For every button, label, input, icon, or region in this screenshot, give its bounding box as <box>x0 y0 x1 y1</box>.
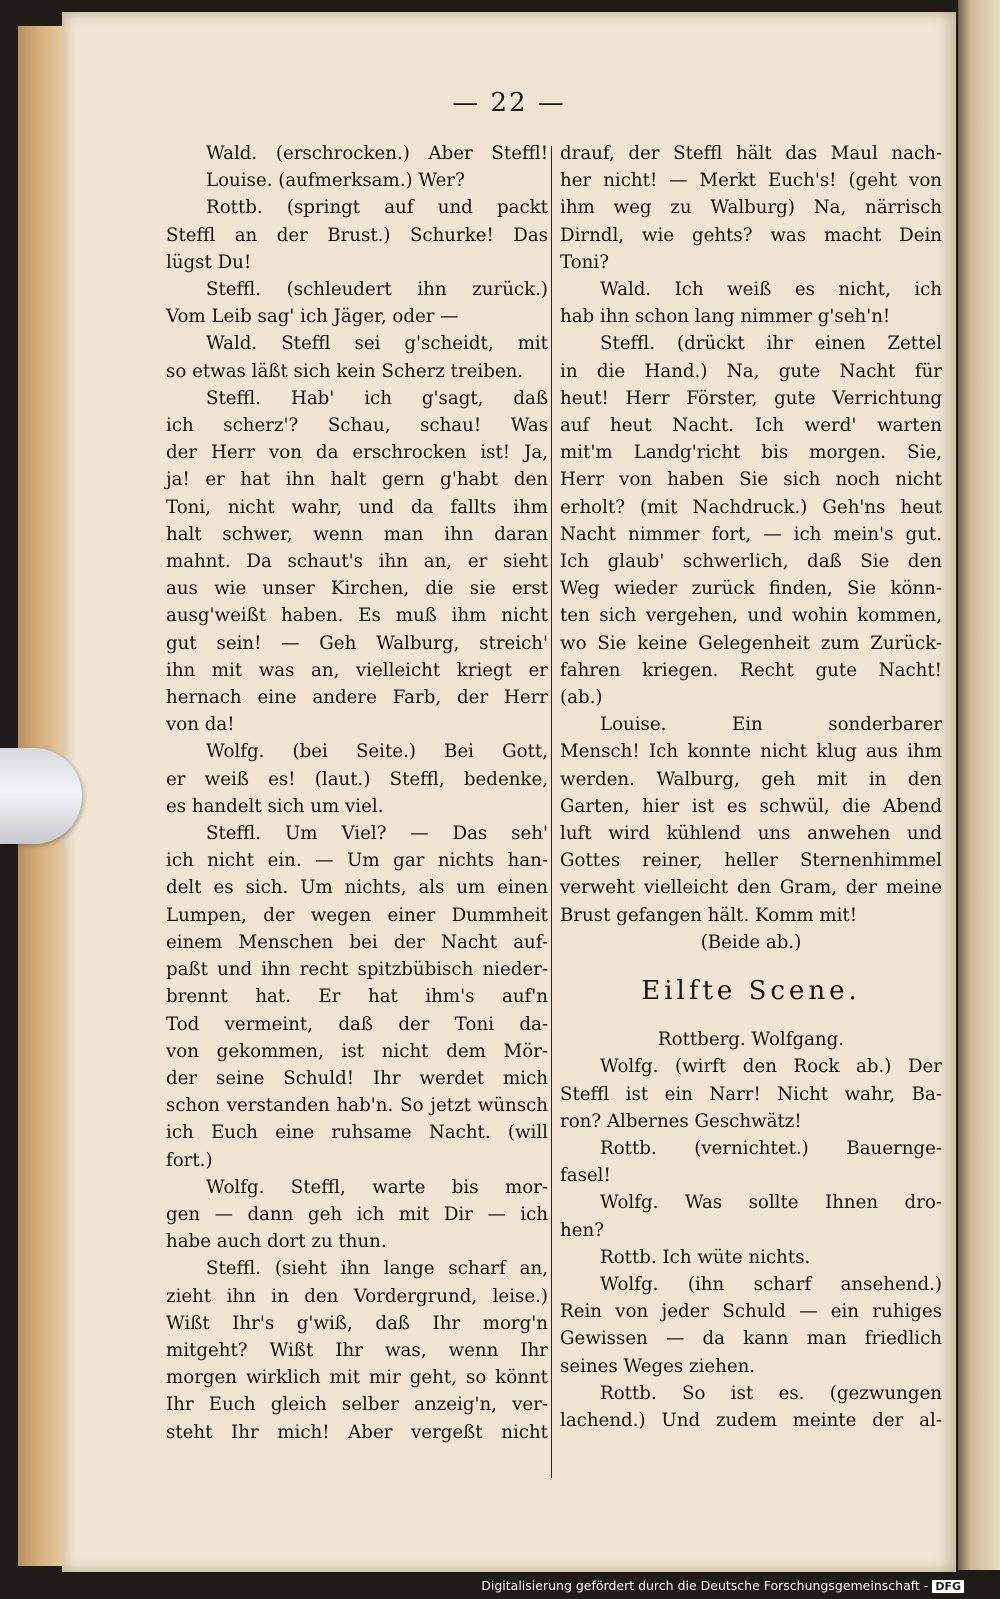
text-line: Steffl. Um Viel? — Das seh' <box>206 823 548 845</box>
text-line: Brust gefangen hält. Komm mit! <box>560 904 858 926</box>
text-line: Rottb. Ich wüte nichts. <box>600 1246 811 1268</box>
text-line: einem Menschen bei der Nacht auf- <box>166 931 548 953</box>
text-line: Steffl. Hab' ich g'sagt, daß <box>206 387 548 409</box>
scene-characters: Rottberg. Wolfgang. <box>657 1029 845 1051</box>
text-line: Herr von haben Sie sich noch nicht <box>560 469 942 491</box>
text-line: luft wird kühlend uns anwehen und <box>560 823 942 845</box>
text-line: mahnt. Da schaut's ihn an, er sieht <box>166 551 548 573</box>
text-line: drauf, der Steffl hält das Maul nach- <box>560 143 942 164</box>
text-line: Rottb. (springt auf und packt <box>206 197 548 219</box>
text-line: gen — dann geh ich mit Dir — ich <box>166 1203 548 1225</box>
text-line: Gottes reiner, heller Sternenhimmel <box>560 850 942 872</box>
text-line: er weiß es! (laut.) Steffl, bedenke, <box>166 768 548 790</box>
text-line: Garten, hier ist es schwül, die Abend <box>560 795 942 817</box>
text-line: Weg wieder zurück finden, Sie könn- <box>560 578 942 600</box>
text-line: Wald. Steffl sei g'scheidt, mit <box>206 333 548 355</box>
scene-title: Eilfte Scene. <box>641 976 861 1007</box>
text-line: Mensch! Ich konnte nicht klug aus ihm <box>560 741 942 763</box>
text-line: mitgeht? Wißt Ihr was, wenn Ihr <box>166 1339 548 1361</box>
text-line: Wolfg. (bei Seite.) Bei Gott, <box>206 741 548 763</box>
text-line: in die Hand.) Na, gute Nacht für <box>560 360 942 382</box>
text-line: der Herr von da erschrocken ist! Ja, <box>166 442 548 464</box>
text-line: Steffl. (drückt ihr einen Zettel <box>600 333 942 355</box>
text-line: verweht vielleicht den Gram, der meine <box>560 877 942 899</box>
text-line: es handelt sich um viel. <box>166 795 384 817</box>
text-line: hab ihn schon lang nimmer g'seh'n! <box>560 306 891 328</box>
text-line: ich nicht ein. — Um gar nichts han- <box>166 850 548 872</box>
text-line: erholt? (mit Nachdruck.) Geh'ns heut <box>560 496 942 518</box>
text-line: Ihr Euch gleich selber anzeig'n, ver- <box>166 1394 548 1416</box>
text-line: delt es sich. Um nichts, als um einen <box>166 877 548 899</box>
text-line: ron? Albernes Geschwätz! <box>560 1110 802 1132</box>
text-line: auf heut Nacht. Ich werd' warten <box>560 415 942 437</box>
text-line: ich Euch eine ruhsame Nacht. (will <box>166 1122 548 1144</box>
text-line: heut! Herr Förster, gute Verrichtung <box>560 387 942 409</box>
text-line: aus wie unser Kirchen, die sie erst <box>166 578 548 600</box>
text-line: Steffl. (sieht ihn lange scharf an, <box>206 1258 548 1280</box>
text-line: schon verstanden hab'n. So jetzt wünsch <box>166 1095 548 1117</box>
text-line: her nicht! — Merkt Euch's! (geht von <box>560 170 942 192</box>
text-line: werden. Walburg, geh mit in den <box>560 768 942 790</box>
text-line: fasel! <box>560 1165 611 1187</box>
right-column-dialogue-bottom <box>560 1053 942 1434</box>
text-line: halt schwer, wenn man ihn daran <box>166 523 548 545</box>
right-text-column <box>560 140 942 1480</box>
right-column-dialogue-top <box>560 140 942 929</box>
left-text-column <box>166 140 548 1480</box>
text-line: lügst Du! <box>166 251 252 273</box>
text-line: brennt hat. Er hat ihm's auf'n <box>166 986 548 1008</box>
text-line: Wißt Ihr's g'wiß, daß Ihr morg'n <box>166 1312 548 1334</box>
text-line: Wolfg. (ihn scharf ansehend.) <box>600 1273 942 1295</box>
text-line: steht Ihr mich! Aber vergeßt nicht <box>166 1421 548 1443</box>
text-line: Wolfg. Was sollte Ihnen dro- <box>600 1192 942 1214</box>
text-line: Wald. (erschrocken.) Aber Steffl! <box>206 143 548 164</box>
text-line: ausg'weißt haben. Es muß ihm nicht <box>166 605 548 627</box>
text-line: ihn mit was an, vielleicht kriegt er <box>166 659 548 681</box>
text-line: Ich glaub' schwerlich, daß Sie den <box>560 551 942 573</box>
text-line: so etwas läßt sich kein Scherz treiben. <box>166 360 524 382</box>
text-line: Rein von jeder Schuld — ein ruhiges <box>560 1301 942 1323</box>
text-line: ich scherz'? Schau, schau! Was <box>166 415 548 437</box>
text-line: von da! <box>166 714 235 736</box>
text-line: Wald. Ich weiß es nicht, ich <box>600 279 942 301</box>
text-line: fahren kriegen. Recht gute Nacht! <box>560 659 942 681</box>
stage-direction: (Beide ab.) <box>700 931 802 953</box>
page-number: — 22 — <box>452 88 566 118</box>
text-line: wo Sie keine Gelegenheit zum Zurück- <box>560 632 942 654</box>
text-line: habe auch dort zu thun. <box>166 1231 387 1253</box>
text-line: Wolfg. Steffl, warte bis mor- <box>206 1176 548 1198</box>
credit-text: Digitalisierung gefördert durch die Deutsche Forschungsgemeinschaft - <box>481 1578 929 1593</box>
text-line: fort.) <box>166 1149 213 1171</box>
text-line: seines Weges ziehen. <box>560 1355 756 1377</box>
text-line: Vom Leib sag' ich Jäger, oder — <box>166 306 459 328</box>
text-line: Toni, nicht wahr, und da fallts ihm <box>166 496 548 518</box>
text-line: Louise. Ein sonderbarer <box>600 714 942 736</box>
text-line: Wolfg. (wirft den Rock ab.) Der <box>600 1056 942 1078</box>
digitization-credit <box>481 1578 964 1593</box>
text-line: von gekommen, ist nicht dem Mör- <box>166 1040 548 1062</box>
text-line: lachend.) Und zudem meinte der al- <box>560 1409 942 1431</box>
column-divider <box>551 146 552 1478</box>
text-line: paßt und ihn recht spitzbübisch nieder- <box>166 959 548 981</box>
text-line: Steffl ist ein Narr! Nicht wahr, Ba- <box>560 1083 942 1105</box>
text-line: ja! er hat ihn halt gern g'habt den <box>166 469 548 491</box>
text-line: (ab.) <box>560 687 603 709</box>
text-line: mit'm Landg'richt bis morgen. Sie, <box>560 442 942 464</box>
text-line: Toni? <box>560 251 609 273</box>
text-line: Rottb. (vernichtet.) Bauernge- <box>600 1137 942 1159</box>
dfg-logo: DFG <box>932 1580 964 1593</box>
text-line: Steffl an der Brust.) Schurke! Das <box>166 224 548 246</box>
text-line: ihm weg zu Walburg) Na, närrisch <box>560 197 942 219</box>
text-line: Lumpen, der wegen einer Dummheit <box>166 904 548 926</box>
text-line: der seine Schuld! Ihr werdet mich <box>166 1067 548 1089</box>
text-line: hernach eine andere Farb, der Herr <box>166 687 548 709</box>
text-line: zieht ihn in den Vordergrund, leise.) <box>166 1285 548 1307</box>
text-line: Dirndl, wie gehts? was macht Dein <box>560 224 942 246</box>
text-line: ten sich vergehen, und wohin kommen, <box>560 605 942 627</box>
text-line: Louise. (aufmerksam.) Wer? <box>206 170 465 192</box>
text-line: Gewissen — da kann man friedlich <box>560 1328 942 1350</box>
adjacent-page <box>958 0 1000 1570</box>
book-page <box>62 12 956 1572</box>
text-line: Nacht nimmer fort, — ich mein's gut. <box>560 523 942 545</box>
text-line: morgen wirklich mit mir geht, so könnt <box>166 1367 548 1389</box>
text-line: gut sein! — Geh Walburg, streich' <box>166 632 548 654</box>
text-line: Rottb. So ist es. (gezwungen <box>600 1382 942 1404</box>
text-line: Steffl. (schleudert ihn zurück.) <box>206 279 548 301</box>
text-line: hen? <box>560 1219 604 1241</box>
text-line: Tod vermeint, daß der Toni da- <box>166 1013 548 1035</box>
